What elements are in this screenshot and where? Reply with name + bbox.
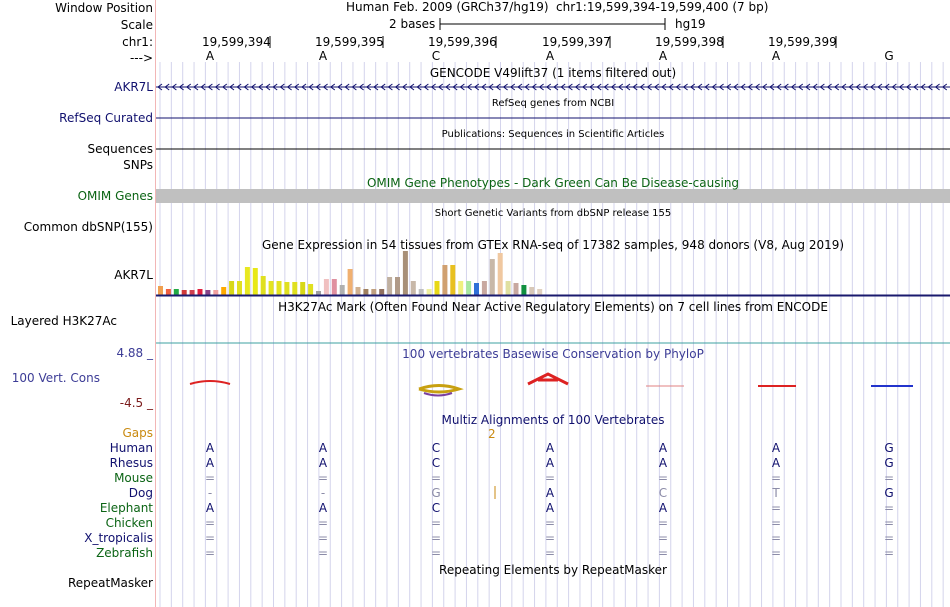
track-label-refseq[interactable]: RefSeq Curated xyxy=(59,111,153,125)
gtex-bar xyxy=(435,281,440,295)
alignment-base: G xyxy=(884,456,894,470)
gtex-bar xyxy=(427,289,432,295)
scale-bases-label: 2 bases xyxy=(389,17,436,31)
gtex-bar xyxy=(292,282,297,295)
track-label-h3k27ac[interactable]: Layered H3K27Ac xyxy=(10,314,117,328)
alignment-base: = xyxy=(430,531,442,545)
gtex-bar xyxy=(221,287,226,295)
omim-bar xyxy=(156,189,950,203)
reference-base: G xyxy=(884,49,894,63)
alignment-base: - xyxy=(320,486,326,500)
alignment-base: = xyxy=(657,516,669,530)
species-label-chicken: Chicken xyxy=(105,516,153,530)
alignment-base: = xyxy=(770,516,782,530)
alignment-base: = xyxy=(544,531,556,545)
track-label-cons[interactable]: 100 Vert. Cons xyxy=(11,371,100,385)
gtex-title: Gene Expression in 54 tissues from GTEx RNA-seq of 17382 samples, 948 donors (V8, Aug 2019) xyxy=(261,238,845,252)
gtex-bar xyxy=(442,265,447,295)
gencode-title: GENCODE V49lift37 (1 items filtered out) xyxy=(429,66,677,80)
gtex-bar xyxy=(277,281,282,295)
alignment-base: = xyxy=(430,516,442,530)
gtex-bar xyxy=(261,276,266,295)
coordinate-label: 19,599,396 xyxy=(428,35,497,49)
alignment-base: A xyxy=(318,441,328,455)
species-label-dog: Dog xyxy=(128,486,153,500)
gtex-bar xyxy=(198,289,203,295)
tracks-panel[interactable] xyxy=(156,0,950,607)
gtex-bar xyxy=(379,289,384,295)
alignment-base: = xyxy=(317,516,329,530)
alignment-base: = xyxy=(657,531,669,545)
alignment-base: = xyxy=(883,531,895,545)
alignment-base: = xyxy=(204,516,216,530)
publications-title: Publications: Sequences in Scientific Articles xyxy=(441,129,665,140)
gtex-bar xyxy=(403,251,408,295)
gtex-bar xyxy=(269,281,274,295)
alignment-base: A xyxy=(318,501,328,515)
cons-max-label: 4.88 _ xyxy=(116,346,153,360)
species-label-human: Human xyxy=(109,441,153,455)
alignment-base: G xyxy=(431,486,441,500)
alignment-base: A xyxy=(205,441,215,455)
position-label: chr1:19,599,394-19,599,400 (7 bp) xyxy=(556,0,769,14)
gtex-bar xyxy=(458,281,463,295)
alignment-base: A xyxy=(545,486,555,500)
gtex-bar xyxy=(190,290,195,295)
reference-base: A xyxy=(205,49,215,63)
track-label-gaps: Gaps xyxy=(122,426,153,440)
gtex-bar xyxy=(506,281,511,295)
alignment-base: = xyxy=(770,471,782,485)
gtex-bar xyxy=(284,282,289,295)
gtex-bar xyxy=(348,269,353,295)
alignment-base: A xyxy=(771,441,781,455)
gtex-bar xyxy=(521,285,526,295)
reference-base: C xyxy=(431,49,441,63)
repeatmasker-title: Repeating Elements by RepeatMasker xyxy=(439,563,667,577)
cons-min-label: -4.5 _ xyxy=(119,396,153,410)
alignment-base: G xyxy=(884,441,894,455)
species-label-zebrafish: Zebrafish xyxy=(96,546,153,560)
gtex-bar xyxy=(482,281,487,295)
reference-base: A xyxy=(771,49,781,63)
gtex-bar xyxy=(308,284,313,295)
alignment-base: = xyxy=(770,531,782,545)
phylop-title: 100 vertebrates Basewise Conservation by PhyloP xyxy=(402,347,704,361)
alignment-base: = xyxy=(317,471,329,485)
label-scale[interactable]: Scale xyxy=(120,18,153,32)
alignment-base: C xyxy=(431,441,441,455)
alignment-base: = xyxy=(317,546,329,560)
species-label-rhesus: Rhesus xyxy=(109,456,153,470)
alignment-base: = xyxy=(770,546,782,560)
coordinate-label: 19,599,398 xyxy=(655,35,724,49)
alignment-base: - xyxy=(207,486,213,500)
species-label-elephant: Elephant xyxy=(99,501,153,515)
gtex-bar xyxy=(340,285,345,295)
reference-base: A xyxy=(318,49,328,63)
dbsnp-title: Short Genetic Variants from dbSNP release 155 xyxy=(434,208,672,219)
reference-base: A xyxy=(658,49,668,63)
coordinate-label: 19,599,395 xyxy=(315,35,384,49)
alignment-base: = xyxy=(544,546,556,560)
gtex-bar xyxy=(450,265,455,295)
coordinate-label: 19,599,394 xyxy=(202,35,271,49)
reference-base: A xyxy=(545,49,555,63)
scale-db-label: hg19 xyxy=(675,17,706,31)
gtex-bar xyxy=(332,279,337,295)
phylop-logo-c xyxy=(419,386,459,393)
track-label-omim[interactable]: OMIM Genes xyxy=(77,189,153,203)
coordinate-label: 19,599,399 xyxy=(768,35,837,49)
alignment-base: A xyxy=(658,501,668,515)
species-label-x-tropicalis: X_tropicalis xyxy=(84,531,153,545)
gtex-bar xyxy=(411,281,416,295)
track-label-snps[interactable]: SNPs xyxy=(123,158,153,172)
omim-title: OMIM Gene Phenotypes - Dark Green Can Be Disease-causing xyxy=(366,176,740,190)
gtex-bar xyxy=(182,290,187,295)
assembly-label: Human Feb. 2009 (GRCh37/hg19) xyxy=(346,0,549,14)
gtex-bar xyxy=(529,287,534,295)
alignment-base: A xyxy=(658,441,668,455)
alignment-base: = xyxy=(430,471,442,485)
gtex-bar xyxy=(253,268,258,295)
alignment-base: = xyxy=(204,546,216,560)
phylop-logo-a xyxy=(190,381,230,384)
alignment-base: A xyxy=(658,456,668,470)
alignment-base: A xyxy=(205,456,215,470)
track-label-dbsnp[interactable]: Common dbSNP(155) xyxy=(23,220,153,234)
h3k27ac-title: H3K27Ac Mark (Often Found Near Active Regulatory Elements) on 7 cell lines from ENCODE xyxy=(278,300,828,314)
alignment-base: G xyxy=(884,486,894,500)
gtex-bar xyxy=(387,277,392,295)
alignment-base: = xyxy=(883,516,895,530)
alignment-base: A xyxy=(545,441,555,455)
multiz-title: Multiz Alignments of 100 Vertebrates xyxy=(441,413,665,427)
alignment-base: A xyxy=(205,501,215,515)
label-strand[interactable]: ---> xyxy=(129,51,153,65)
alignment-base: = xyxy=(883,501,895,515)
gtex-bar xyxy=(158,286,163,295)
track-label-akr7l-gene[interactable]: AKR7L xyxy=(114,80,153,94)
gtex-bar xyxy=(474,283,479,295)
gtex-bar xyxy=(363,289,368,295)
gtex-bar xyxy=(300,282,305,295)
alignment-base: = xyxy=(204,531,216,545)
alignment-base: C xyxy=(658,486,668,500)
alignment-base: = xyxy=(657,546,669,560)
gtex-bar xyxy=(498,253,503,295)
alignment-base: = xyxy=(657,471,669,485)
coordinate-label: 19,599,397 xyxy=(542,35,611,49)
gtex-bar xyxy=(466,281,471,295)
alignment-base: = xyxy=(317,531,329,545)
alignment-base: = xyxy=(430,546,442,560)
gtex-bar xyxy=(490,259,495,295)
gtex-bar xyxy=(205,290,210,295)
refseq-title: RefSeq genes from NCBI xyxy=(491,98,615,109)
gtex-bar xyxy=(245,267,250,295)
alignment-base: = xyxy=(770,501,782,515)
track-label-sequences[interactable]: Sequences xyxy=(87,142,153,156)
gtex-bar xyxy=(213,290,218,295)
alignment-base: = xyxy=(544,471,556,485)
gtex-bar xyxy=(395,277,400,295)
alignment-base: = xyxy=(204,471,216,485)
alignment-base: A xyxy=(318,456,328,470)
track-label-repeatmasker[interactable]: RepeatMasker xyxy=(67,576,153,590)
gtex-bar xyxy=(356,287,361,295)
phylop-logo-a xyxy=(528,374,568,384)
alignment-base: C xyxy=(431,501,441,515)
gtex-bar xyxy=(371,289,376,295)
gtex-bar xyxy=(166,289,171,295)
label-chrom[interactable]: chr1: xyxy=(122,35,153,49)
gtex-bar xyxy=(419,289,424,295)
gaps-count: 2 xyxy=(488,427,496,441)
alignment-base: A xyxy=(545,501,555,515)
alignment-base: C xyxy=(431,456,441,470)
alignment-base: = xyxy=(883,546,895,560)
gtex-bar xyxy=(324,279,329,295)
track-label-gtex[interactable]: AKR7L xyxy=(114,268,153,282)
species-label-mouse: Mouse xyxy=(114,471,153,485)
alignment-base: = xyxy=(544,516,556,530)
gtex-bar xyxy=(537,289,542,295)
label-window-position: Window Position xyxy=(55,1,153,15)
alignment-base: = xyxy=(883,471,895,485)
alignment-base: T xyxy=(772,486,780,500)
gtex-bar xyxy=(174,289,179,295)
alignment-base: A xyxy=(545,456,555,470)
gtex-bar xyxy=(237,281,242,295)
gtex-bar xyxy=(514,283,519,295)
gtex-bar xyxy=(316,291,321,295)
alignment-base: A xyxy=(771,456,781,470)
gtex-bar xyxy=(229,281,234,295)
